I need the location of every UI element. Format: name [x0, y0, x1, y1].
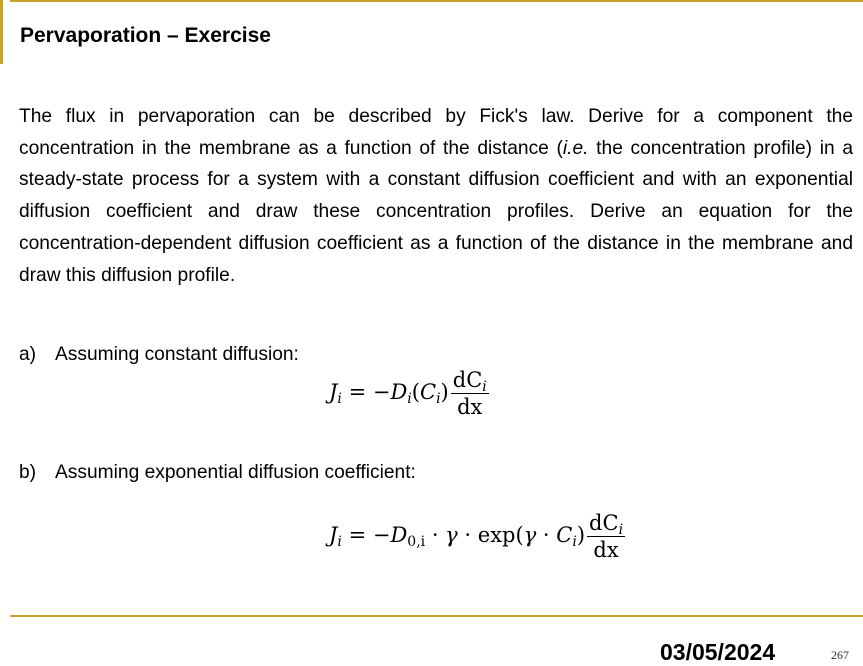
eq-a-derivative [451, 368, 489, 419]
eq-b-diffusion-sub: 0,i [407, 534, 426, 550]
eq-b-dot-3: · [536, 523, 557, 547]
eq-b-numerator [587, 511, 625, 537]
eq-a-diffusion-sub: i [407, 391, 412, 407]
page-number: 267 [831, 648, 849, 662]
eq-b-derivative [587, 511, 625, 562]
eq-a-equals: = − [341, 380, 391, 404]
footer-divider [10, 615, 863, 617]
eq-b-exp: exp( [477, 523, 524, 547]
eq-a-diffusion: D [390, 380, 408, 404]
exercise-description [19, 101, 853, 291]
description-part-2: the concentration profile) in a steady-state process for a system with a constant diffusion coefficient and with an exponential diffusion coefficient and draw these concentration profiles. Derive an equation for the concentration-dependent diffusion coefficient as a function of the distance in the membrane and draw this diffusion profile. [19, 137, 853, 286]
eq-a-denominator: dx [457, 395, 483, 419]
item-a-text: Assuming constant diffusion: [55, 344, 299, 365]
eq-b-denominator: dx [593, 538, 619, 562]
eq-a-flux-sub: i [337, 391, 342, 407]
eq-a-num-sub: i [482, 379, 487, 395]
eq-b-dot-2: · [457, 523, 478, 547]
eq-a-conc: C [419, 380, 437, 404]
slide-title: Pervaporation – Exercise [20, 24, 271, 47]
eq-b-flux-sub: i [337, 534, 342, 550]
top-divider [10, 0, 863, 2]
item-b-label [19, 461, 416, 485]
eq-a-paren-open: ( [411, 380, 420, 404]
description-part-1: The flux in pervaporation can be described by Fick's law. Derive for a component the concentration in the membrane as a function of the distance ( [19, 106, 853, 159]
eq-b-equals: = − [341, 523, 391, 547]
eq-b-dot-1: · [425, 523, 446, 547]
equation-constant-diffusion [329, 368, 489, 419]
eq-b-gamma-2: γ [523, 523, 537, 547]
item-a-marker: a) [19, 344, 37, 365]
description-italic: i.e. [562, 137, 589, 159]
item-a-label [19, 343, 299, 367]
eq-b-num-sub: i [618, 522, 624, 538]
eq-b-conc-sub: i [572, 534, 577, 550]
item-b-text: Assuming exponential diffusion coefficient: [55, 462, 416, 483]
eq-a-flux: J [329, 380, 338, 404]
eq-a-num-text: dC [452, 368, 483, 392]
equation-exponential-diffusion [329, 511, 625, 562]
eq-b-flux: J [329, 523, 338, 547]
eq-b-num-text: dC [589, 511, 619, 535]
item-b-marker: b) [19, 462, 37, 483]
eq-a-numerator [451, 368, 489, 394]
eq-b-gamma: γ [445, 523, 458, 547]
eq-a-conc-sub: i [436, 391, 441, 407]
eq-b-paren-close: ) [576, 523, 586, 547]
eq-b-diffusion: D [390, 523, 408, 547]
slide-date: 03/05/2024 [660, 639, 776, 665]
title-accent-bar [0, 0, 3, 64]
eq-b-conc: C [556, 523, 573, 547]
eq-a-paren-close: ) [440, 380, 449, 404]
